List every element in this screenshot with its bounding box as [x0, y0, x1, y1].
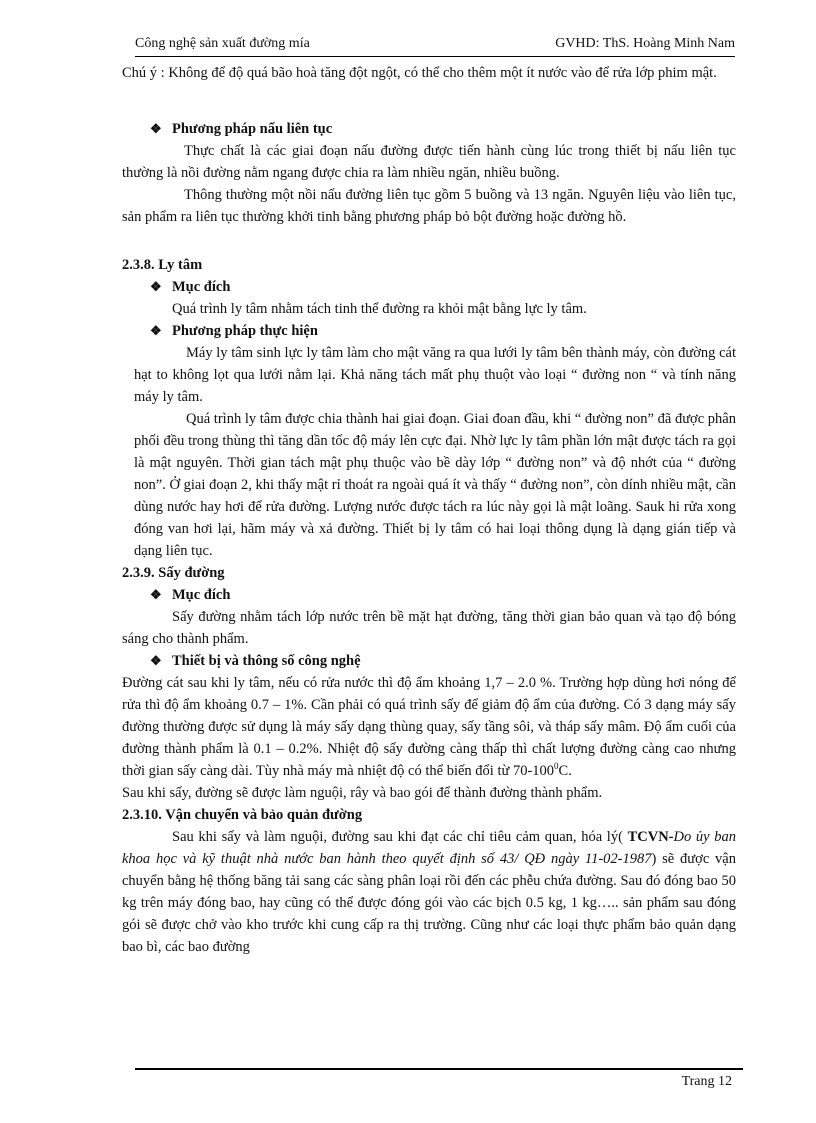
- page-content: [122, 62, 736, 958]
- s2310-p1-a: Sau khi sấy và làm nguội, đường sau khi đạt các chỉ tiêu cảm quan, hóa lý(: [172, 829, 628, 845]
- continuous-cooking-title: [122, 118, 736, 140]
- s238-p1: Máy ly tâm sinh lực ly tâm làm cho mật văng ra qua lưới ly tâm bên thành máy, còn đường cát hạt to không lọt qua lưới nằm lại. Khả năng tách mất phụ thuột vào loại “ đường non “ và tính năng máy ly tâm.: [134, 345, 736, 405]
- s239-p1-main: Đường cát sau khi ly tâm, nếu có rửa nước thì độ ẩm khoảng 1,7 – 2.0 %. Trường hợp dùng hơi nóng để rửa thì độ ẩm khoảng 0.7 – 1%. Cần phải có quá trình sấy để giảm độ ẩm của đường. Có 3 dạng máy sấy đường thường được sử dụng là máy sấy dạng thùng quay, sấy tầng sôi, và tháp sấy mâm. Độ ẩm cuối của đường thành phẩm là 0.1 – 0.2%. Nhiệt độ sấy đường càng thấp thì chất lượng đường càng cao nhưng thời gian sấy càng dài. Tùy nhà máy mà nhiệt độ có thể biến đổi từ 70-100: [122, 675, 736, 779]
- diamond-bullet-icon: ❖: [150, 121, 162, 136]
- header-title: Công nghệ sản xuất đường mía: [135, 36, 310, 51]
- s238-method-title: [122, 320, 736, 342]
- s239-equip-title: [122, 650, 736, 672]
- section-238-heading: 2.3.8. Ly tâm: [122, 257, 203, 273]
- diamond-bullet-icon: ❖: [150, 323, 162, 338]
- s238-purpose-title: [122, 276, 736, 298]
- s238-p2: Quá trình ly tâm được chia thành hai giai đoạn. Giai đoan đầu, khi “ đường non” đã được phân phối đều trong thùng thì tăng dần tốc độ máy lên cực đại. Nhờ lực ly tâm phần lớn mật được tách ra gọi là mật nguyên. Thời gian tách mật phụ thuộc vào bề dày lớp “ đường non” và độ nhớt của “ đường non”. Ở giai đoạn 2, khi thấy mật rỉ thoát ra ngoài quá ít và thấy “ đường non”, còn dính nhiều mật, cần dùng nước hay hơi để rửa đường. Lượng nước được tách ra lúc này gọi là mật loãng. Sauk hi rửa xong đóng van hơi lại, hãm máy và xả đường. Thiết bị ly tâm có hai loại thông dụng là dạng gián tiếp và dạng liên tục.: [134, 411, 736, 559]
- diamond-bullet-icon: ❖: [150, 653, 162, 668]
- degree-superscript: 0: [554, 761, 559, 772]
- continuous-p2: Thông thường một nồi nấu đường liên tục gồm 5 buồng và 13 ngăn. Nguyên liệu vào liên tục, sản phẩm ra liên tục thường khởi tinh bằng phương pháp bỏ bột đường hoặc đường hồ.: [122, 187, 736, 225]
- page-header: [135, 34, 735, 57]
- s239-p1-end: C.: [558, 763, 572, 779]
- page-number: Trang 12: [681, 1074, 732, 1089]
- section-239-heading: 2.3.9. Sấy đường: [122, 565, 225, 581]
- s2310-p1-b: ) sẽ được vận chuyển bằng hệ thống băng tải sang các sàng phân loại rồi đến các phễu chứa đường. Sau đó đóng bao 50 kg trên máy đóng bao, hay cũng có thể được đóng gói vào các bịch 0.5 kg, 1 kg….. sản phẩm sau đóng gói sẽ được chở vào kho trước khi cung cấp ra thị trường. Cũng như các loại thực phẩm bảo quản dạng bao bì, các bao đường: [122, 851, 736, 955]
- s239-purpose-title: [122, 584, 736, 606]
- continuous-cooking-title-text: Phương pháp nấu liên tục: [172, 121, 333, 137]
- diamond-bullet-icon: ❖: [150, 587, 162, 602]
- footer-divider: [135, 1068, 743, 1070]
- s2310-standard: TCVN-: [627, 829, 674, 845]
- s2310-decision: Do ủy ban khoa học và kỹ thuật nhà nước ban hành theo quyết định số 43/ QĐ ngày 11-02-1987: [122, 829, 736, 867]
- header-supervisor: GVHD: ThS. Hoàng Minh Nam: [555, 36, 735, 51]
- s238-purpose: Quá trình ly tâm nhằm tách tinh thể đường ra khỏi mật bằng lực ly tâm.: [172, 301, 587, 317]
- s239-p2: Sau khi sấy, đường sẽ được làm nguội, rây và bao gói để thành đường thành phẩm.: [122, 785, 603, 801]
- s239-p1: [122, 672, 736, 782]
- s2310-p1: [122, 826, 736, 958]
- continuous-p1: Thực chất là các giai đoạn nấu đường được tiến hành cùng lúc trong thiết bị nấu liên tục thường là nồi đường nằm ngang được chia ra làm nhiều ngăn, nhiều buồng.: [122, 143, 736, 181]
- diamond-bullet-icon: ❖: [150, 279, 162, 294]
- section-2310-heading: 2.3.10. Vận chuyển và bảo quản đường: [122, 807, 363, 823]
- s238-method-title-text: Phương pháp thực hiện: [172, 323, 318, 339]
- s239-equip-title-text: Thiết bị và thông số công nghệ: [172, 653, 361, 669]
- s238-purpose-title-text: Mục đích: [172, 279, 231, 295]
- note-paragraph: Chú ý : Không để độ quá bão hoà tăng đột ngột, có thể cho thêm một ít nước vào để rửa lớp phim mật.: [122, 65, 717, 81]
- s239-purpose-title-text: Mục đích: [172, 587, 231, 603]
- s239-purpose: Sấy đường nhằm tách lớp nước trên bề mặt hạt đường, tăng thời gian bảo quan và tạo độ bóng sáng cho thành phẩm.: [122, 609, 736, 647]
